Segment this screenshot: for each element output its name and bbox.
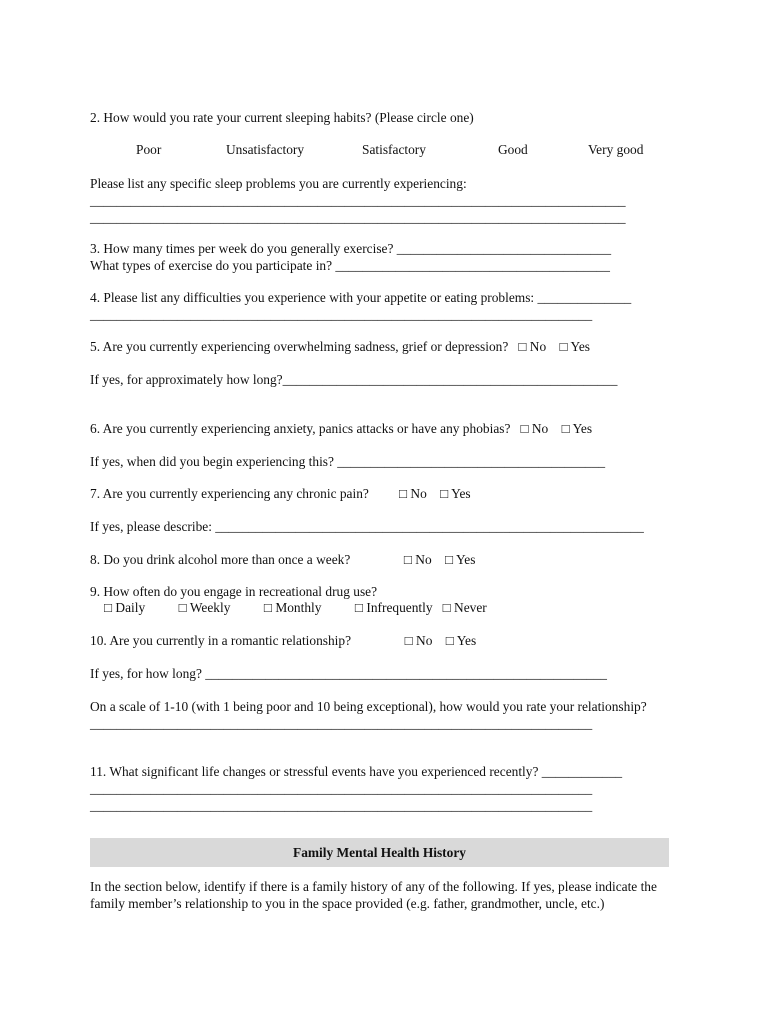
q3-exercise-frequency[interactable]: 3. How many times per week do you generally exercise? ________________________________ [90, 241, 612, 256]
rating-option-unsatisfactory[interactable]: Unsatisfactory [226, 142, 305, 157]
rating-option-poor[interactable]: Poor [136, 142, 162, 157]
q8-alcohol-question[interactable]: 8. Do you drink alcohol more than once a week? □ No □ Yes [90, 552, 476, 567]
q10-scale-line[interactable]: ___________________________________________________________________________ [90, 716, 593, 731]
q9-drug-question: 9. How often do you engage in recreational drug use? [90, 584, 378, 599]
q11-line-1[interactable]: ___________________________________________________________________________ [90, 781, 593, 796]
q7-describe-field[interactable]: If yes, please describe: ________________________________________________________________ [90, 519, 644, 534]
q10-duration-field[interactable]: If yes, for how long? ____________________________________________________________ [90, 666, 607, 681]
q5-depression-question[interactable]: 5. Are you currently experiencing overwhelming sadness, grief or depression? □ No □ Yes [90, 339, 590, 354]
q11-line-2[interactable]: ___________________________________________________________________________ [90, 798, 593, 813]
q10-scale-question: On a scale of 1-10 (with 1 being poor and 10 being exceptional), how would you rate your relationship? [90, 699, 647, 714]
q4-appetite-question[interactable]: 4. Please list any difficulties you experience with your appetite or eating problems: ______________ [90, 290, 632, 305]
q3-exercise-types[interactable]: What types of exercise do you participate in? _________________________________________ [90, 258, 610, 273]
section-heading-family-history [90, 838, 669, 867]
q6-onset-field[interactable]: If yes, when did you begin experiencing this? ________________________________________ [90, 454, 606, 469]
sleep-problems-label: Please list any specific sleep problems you are currently experiencing: [90, 176, 467, 191]
q2-question: 2. How would you rate your current sleeping habits? (Please circle one) [90, 110, 474, 125]
rating-option-satisfactory[interactable]: Satisfactory [362, 142, 426, 157]
q11-life-changes-question[interactable]: 11. What significant life changes or stressful events have you experienced recently? ____________ [90, 764, 623, 779]
q5-duration-field[interactable]: If yes, for approximately how long?__________________________________________________ [90, 372, 618, 387]
q4-appetite-line[interactable]: ___________________________________________________________________________ [90, 307, 593, 322]
rating-option-very-good[interactable]: Very good [588, 142, 644, 157]
section-heading-text: Family Mental Health History [293, 844, 466, 860]
q9-frequency-options[interactable]: □ Daily □ Weekly □ Monthly □ Infrequently □ Never [104, 600, 487, 615]
family-intro-line-1: In the section below, identify if there is a family history of any of the following. If yes, please indicate the [90, 879, 657, 894]
q7-pain-question[interactable]: 7. Are you currently experiencing any chronic pain? □ No □ Yes [90, 486, 471, 501]
sleep-problems-line-2[interactable]: ________________________________________________________________________________ [90, 210, 626, 225]
q6-anxiety-question[interactable]: 6. Are you currently experiencing anxiety, panics attacks or have any phobias? □ No □ Yes [90, 421, 593, 436]
family-intro-line-2: family member’s relationship to you in the space provided (e.g. father, grandmother, uncle, etc.) [90, 896, 605, 911]
q10-relationship-question[interactable]: 10. Are you currently in a romantic relationship? □ No □ Yes [90, 633, 477, 648]
rating-option-good[interactable]: Good [498, 142, 528, 157]
sleep-problems-line-1[interactable]: ________________________________________________________________________________ [90, 193, 626, 208]
